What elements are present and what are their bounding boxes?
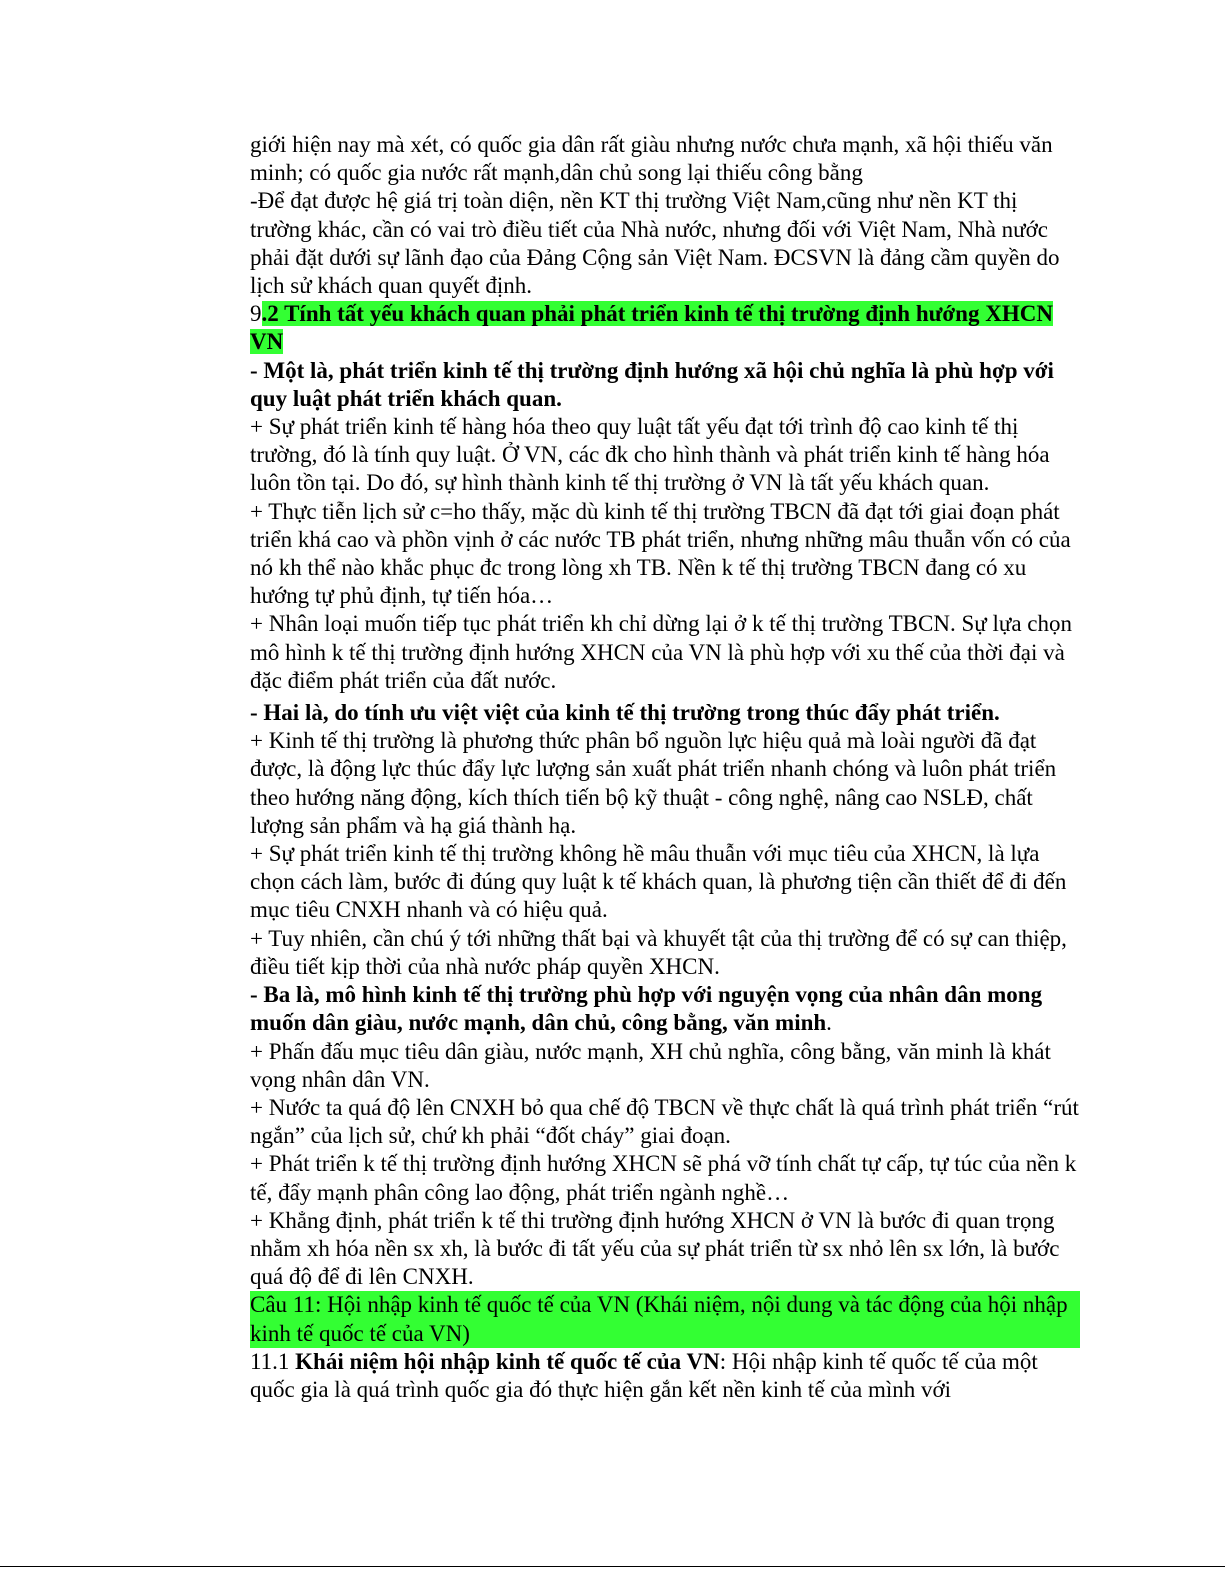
point-three-item-4: + Khẳng định, phát triển k tế thi trường định hướng XHCN ở VN là bước đi quan trọng nhằm xh hóa nền sx xh, là bước đi tất yếu của sự phát triển từ sx nhỏ lên sx lớn, là bước quá độ để đi lên CNXH. (250, 1207, 1060, 1290)
point-two-item-2: + Sự phát triển kinh tế thị trường không hề mâu thuẫn với mục tiêu của XHCN, là lựa chọn cách làm, bước đi đúng quy luật k tế khách quan, là phương tiện cần thiết để đi đến mục tiêu CNXH nhanh và có hiệu quả. (250, 841, 1067, 923)
point-three-heading-text: - Ba là, mô hình kinh tế thị trường phù hợp với nguyện vọng của nhân dân mong muốn dân giàu, nước mạnh, dân chủ, công bằng, văn minh (250, 982, 1043, 1036)
point-two-heading: - Hai là, do tính ưu việt việt của kinh tế thị trường trong thúc đẩy phát triển. (250, 700, 1000, 726)
point-one-item-2: + Thực tiễn lịch sử c=ho thấy, mặc dù kinh tế thị trường TBCN đã đạt tới giai đoạn phát triển khá cao và phồn vịnh ở các nước TB phát triển, nhưng những mâu thuẫn vốn có của nó kh thể nào khắc phục đc trong lòng xh TB. Nền k tế thị trường TBCN đang có xu hướng tự phủ định, tự tiến hóa… (250, 498, 1071, 609)
heading-9-2-number: 9 (250, 301, 262, 327)
point-three-item-2: + Nước ta quá độ lên CNXH bỏ qua chế độ TBCN về thực chất là quá trình phát triển “rút ngắn” của lịch sử, chứ kh phải “đốt cháy” giai đoạn. (250, 1094, 1079, 1149)
point-three-heading (250, 981, 1080, 1037)
point-two-item-3: + Tuy nhiên, cần chú ý tới những thất bại và khuyết tật của thị trường để có sự can thiệp, điều tiết kịp thời của nhà nước pháp quyền XHCN. (250, 925, 1067, 979)
paragraph-state-role: -Để đạt được hệ giá trị toàn diện, nền KT thị trường Việt Nam,cũng như nền KT thị trường khác, cần có vai trò điều tiết của Nhà nước, nhưng đối với Việt Nam, Nhà nước phải đặt dưới sự lãnh đạo của Đảng Cộng sản Việt Nam. ĐCSVN là đảng cầm quyền do lịch sử khách quan quyết định. (250, 188, 1060, 299)
section-11-1 (250, 1348, 1080, 1404)
point-one-item-1: + Sự phát triển kinh tế hàng hóa theo quy luật tất yếu đạt tới trình độ cao kinh tế thị trường, đó là tính quy luật. Ở VN, các đk cho hình thành và phát triển kinh tế hàng hóa luôn tồn tại. Do đó, sự hình thành kinh tế thị trường ở VN là tất yếu khách quan. (250, 414, 1050, 496)
section-11-1-number: 11.1 (250, 1348, 296, 1374)
section-11-1-title: Khái niệm hội nhập kinh tế quốc tế của VN (295, 1348, 720, 1374)
section-11-1-text: : Hội nhập kinh tế quốc tế của một quốc gia là quá trình quốc gia đó thực hiện gắn kết nền kinh tế của mình với (250, 1348, 1038, 1402)
point-three-item-3: + Phát triển k tế thị trường định hướng XHCN sẽ phá vỡ tính chất tự cấp, tự túc của nền k tế, đẩy mạnh phân công lao động, phát triển ngành nghề… (250, 1151, 1077, 1205)
heading-9-2 (250, 300, 1080, 356)
question-11-heading: Câu 11: Hội nhập kinh tế quốc tế của VN (Khái niệm, nội dung và tác động của hội nhập kinh tế quốc tế của VN) (250, 1291, 1080, 1347)
point-one-heading: - Một là, phát triển kinh tế thị trường định hướng xã hội chủ nghĩa là phù hợp với quy luật phát triển khách quan. (250, 357, 1054, 411)
point-three-heading-period: . (826, 1010, 832, 1036)
paragraph-intro-continuation: giới hiện nay mà xét, có quốc gia dân rất giàu nhưng nước chưa mạnh, xã hội thiếu văn minh; có quốc gia nước rất mạnh,dân chủ song lại thiếu công bằng (250, 132, 1053, 186)
page-bottom-divider (0, 1566, 1225, 1567)
point-three-item-1: + Phấn đấu mục tiêu dân giàu, nước mạnh, XH chủ nghĩa, công bằng, văn minh là khát vọng nhân dân VN. (250, 1038, 1051, 1092)
point-one-item-3: + Nhân loại muốn tiếp tục phát triển kh chỉ dừng lại ở k tế thị trường TBCN. Sự lựa chọn mô hình k tế thị trường định hướng XHCN của VN là phù hợp với xu thế của thời đại và đặc điểm phát triển của đất nước. (250, 611, 1072, 693)
heading-9-2-title: .2 Tính tất yếu khách quan phải phát triển kinh tế thị trường định hướng XHCN VN (250, 301, 1053, 355)
point-two-item-1: + Kinh tế thị trường là phương thức phân bổ nguồn lực hiệu quả mà loài người đã đạt được, là động lực thúc đẩy lực lượng sản xuất phát triển nhanh chóng và luôn phát triển theo hướng năng động, kích thích tiến bộ kỹ thuật - công nghệ, nâng cao NSLĐ, chất lượng sản phẩm và hạ giá thành hạ. (250, 728, 1057, 838)
document-body (250, 131, 1080, 1404)
